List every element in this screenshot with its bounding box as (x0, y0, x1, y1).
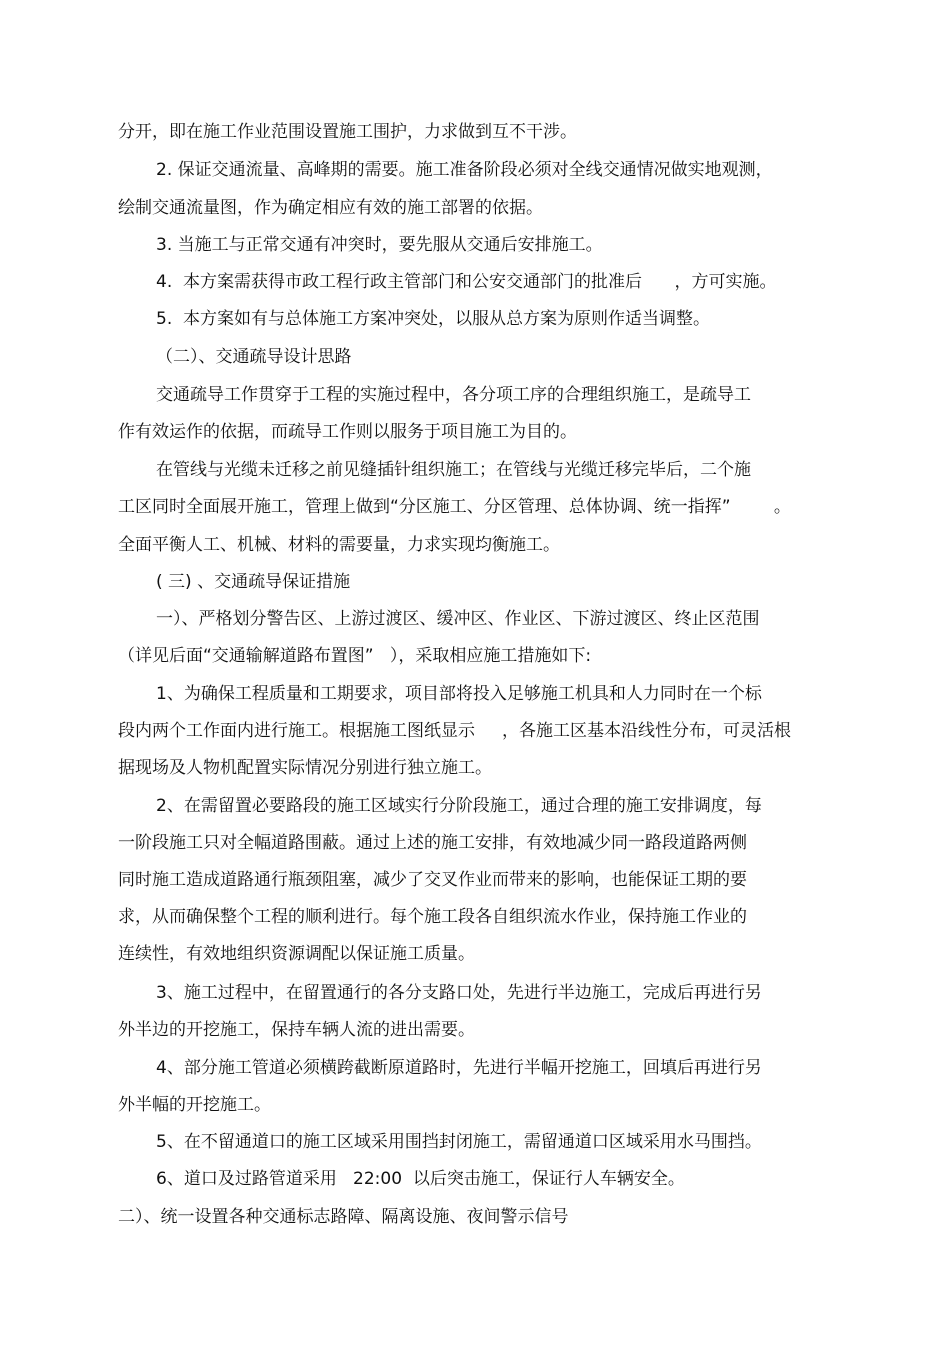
text-line-30: 二）、统一设置各种交通标志路障、隔离设施、夜间警示信号 (118, 1207, 569, 1227)
text-line-26: 4、部分施工管道必须横跨截断原道路时，先进行半幅开挖施工，回填后再进行另 (156, 1058, 762, 1078)
text-line-11: 工区同时全面展开施工，管理上做到“分区施工、分区管理、总体协调、统一指挥” 。 (118, 497, 791, 517)
section-heading-2: （二）、交通疏导设计思路 (156, 347, 352, 367)
text-line-8: 交通疏导工作贯穿于工程的实施过程中，各分项工序的合理组织施工，是疏导工 (156, 385, 751, 405)
text-line-17: 段内两个工作面内进行施工。根据施工图纸显示 ，各施工区基本沿线性分布，可灵活根 (118, 721, 792, 741)
text-line-12: 全面平衡人工、机械、材料的需要量，力求实现均衡施工。 (118, 535, 560, 555)
text-line-2: 2. 保证交通流量、高峰期的需要。施工准备阶段必须对全线交通情况做实地观测， (156, 160, 773, 180)
text-line-28: 5、在不留通道口的施工区域采用围挡封闭施工，需留通道口区域采用水马围挡。 (156, 1132, 762, 1152)
text-line-5: 4. 本方案需获得市政工程行政主管部门和公安交通部门的批准后 ，方可实施。 (156, 272, 777, 292)
text-line-29: 6、道口及过路管道采用 22:00 以后突击施工，保证行人车辆安全。 (156, 1169, 685, 1189)
text-line-23: 连续性，有效地组织资源调配以保证施工质量。 (118, 944, 475, 964)
text-line-10: 在管线与光缆未迁移之前见缝插针组织施工；在管线与光缆迁移完毕后，二个施 (156, 460, 751, 480)
text-line-3: 绘制交通流量图，作为确定相应有效的施工部署的依据。 (118, 198, 543, 218)
text-line-4: 3. 当施工与正常交通有冲突时，要先服从交通后安排施工。 (156, 235, 603, 255)
text-line-21: 同时施工造成道路通行瓶颈阻塞，减少了交叉作业而带来的影响，也能保证工期的要 (118, 870, 747, 890)
text-line-27: 外半幅的开挖施工。 (118, 1095, 271, 1115)
text-line-24: 3、施工过程中，在留置通行的各分支路口处，先进行半边施工，完成后再进行另 (156, 983, 762, 1003)
section-heading-3: ( 三) 、交通疏导保证措施 (156, 572, 351, 592)
text-line-9: 作有效运作的依据，而疏导工作则以服务于项目施工为目的。 (118, 422, 577, 442)
text-line-16: 1、为确保工程质量和工期要求，项目部将投入足够施工机具和人力同时在一个标 (156, 684, 762, 704)
text-line-14: 一）、严格划分警告区、上游过渡区、缓冲区、作业区、下游过渡区、终止区范围 (156, 609, 760, 629)
text-line-25: 外半边的开挖施工，保持车辆人流的进出需要。 (118, 1020, 475, 1040)
text-line-19: 2、在需留置必要路段的施工区域实行分阶段施工，通过合理的施工安排调度，每 (156, 796, 762, 816)
text-line-6: 5. 本方案如有与总体施工方案冲突处，以服从总方案为原则作适当调整。 (156, 309, 711, 329)
text-line-18: 据现场及人物机配置实际情况分别进行独立施工。 (118, 758, 492, 778)
text-line-15: （详见后面“交通输解道路布置图” ），采取相应施工措施如下: (118, 646, 592, 666)
text-line-1: 分开，即在施工作业范围设置施工围护，力求做到互不干涉。 (118, 122, 577, 142)
text-line-20: 一阶段施工只对全幅道路围蔽。通过上述的施工安排，有效地减少同一路段道路两侧 (118, 833, 747, 853)
text-line-22: 求，从而确保整个工程的顺利进行。每个施工段各自组织流水作业，保持施工作业的 (118, 907, 747, 927)
